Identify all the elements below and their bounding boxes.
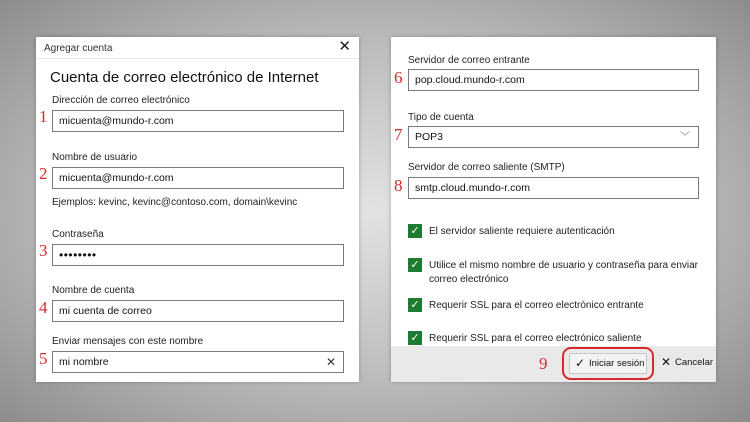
step-marker-1: 1 xyxy=(39,107,48,126)
signin-label: Iniciar sesión xyxy=(589,358,645,369)
username-hint: Ejemplos: kevinc, kevinc@contoso.com, domain\kevinc xyxy=(52,197,298,208)
incoming-server-field[interactable] xyxy=(408,69,699,91)
password-value: •••••••• xyxy=(59,248,97,262)
username-value: micuenta@mundo-r.com xyxy=(59,172,174,184)
cancel-x-icon: ✕ xyxy=(661,355,672,369)
checkmark-icon: ✓ xyxy=(575,356,586,370)
password-field[interactable] xyxy=(52,244,344,266)
email-address-value: micuenta@mundo-r.com xyxy=(59,115,174,127)
account-type-label: Tipo de cuenta xyxy=(408,112,474,123)
clear-icon[interactable]: ✕ xyxy=(325,355,336,369)
server-settings-dialog xyxy=(391,37,716,382)
step-marker-9: 9 xyxy=(539,354,548,373)
chevron-down-icon: ﹀ xyxy=(680,132,690,143)
step-marker-4: 4 xyxy=(39,298,48,317)
checkmark-icon[interactable]: ✓ xyxy=(408,331,422,345)
step-marker-6: 6 xyxy=(394,68,403,87)
password-label: Contraseña xyxy=(52,229,104,240)
incoming-server-label: Servidor de correo entrante xyxy=(408,55,530,66)
dialog-title: Agregar cuenta xyxy=(44,43,113,54)
page-title: Cuenta de correo electrónico de Internet xyxy=(50,69,319,86)
email-address-field[interactable] xyxy=(52,110,344,132)
account-name-label: Nombre de cuenta xyxy=(52,285,135,296)
signin-button[interactable] xyxy=(569,353,647,374)
checkmark-icon[interactable]: ✓ xyxy=(408,224,422,238)
checkmark-icon[interactable]: ✓ xyxy=(408,298,422,312)
account-type-value: POP3 xyxy=(415,131,444,143)
account-name-value: mi cuenta de correo xyxy=(59,305,152,317)
outgoing-server-field[interactable] xyxy=(408,177,699,199)
sender-name-field[interactable] xyxy=(52,351,344,373)
username-label: Nombre de usuario xyxy=(52,152,138,163)
cancel-label: Cancelar xyxy=(675,357,714,368)
incoming-server-value: pop.cloud.mundo-r.com xyxy=(415,74,525,86)
step-marker-7: 7 xyxy=(394,125,403,144)
outgoing-server-value: smtp.cloud.mundo-r.com xyxy=(415,182,530,194)
checkbox-outgoing-auth[interactable] xyxy=(408,224,703,242)
sender-name-label: Enviar mensajes con este nombre xyxy=(52,336,204,347)
step-marker-2: 2 xyxy=(39,164,48,183)
email-address-label: Dirección de correo electrónico xyxy=(52,95,190,106)
outgoing-server-label: Servidor de correo saliente (SMTP) xyxy=(408,162,565,173)
dialog-footer xyxy=(391,346,716,382)
step-marker-3: 3 xyxy=(39,241,48,260)
add-account-dialog xyxy=(36,37,359,382)
checkbox-label: Utilice el mismo nombre de usuario y contraseña para enviar correo electrónico xyxy=(429,260,699,285)
username-field[interactable] xyxy=(52,167,344,189)
checkmark-icon[interactable]: ✓ xyxy=(408,258,422,272)
account-name-field[interactable] xyxy=(52,300,344,322)
checkbox-ssl-incoming[interactable] xyxy=(408,298,703,316)
cancel-button[interactable] xyxy=(659,353,713,374)
checkbox-same-credentials[interactable] xyxy=(408,258,708,288)
checkbox-label: Requerir SSL para el correo electrónico entrante xyxy=(429,300,644,311)
step-marker-8: 8 xyxy=(394,176,403,195)
checkbox-label: Requerir SSL para el correo electrónico saliente xyxy=(429,333,642,344)
close-icon[interactable]: ✕ xyxy=(338,38,351,55)
account-type-select[interactable] xyxy=(408,126,699,148)
sender-name-value: mi nombre xyxy=(59,356,109,368)
checkbox-label: El servidor saliente requiere autenticación xyxy=(429,226,615,237)
dialog-titlebar xyxy=(36,37,359,59)
step-marker-5: 5 xyxy=(39,349,48,368)
